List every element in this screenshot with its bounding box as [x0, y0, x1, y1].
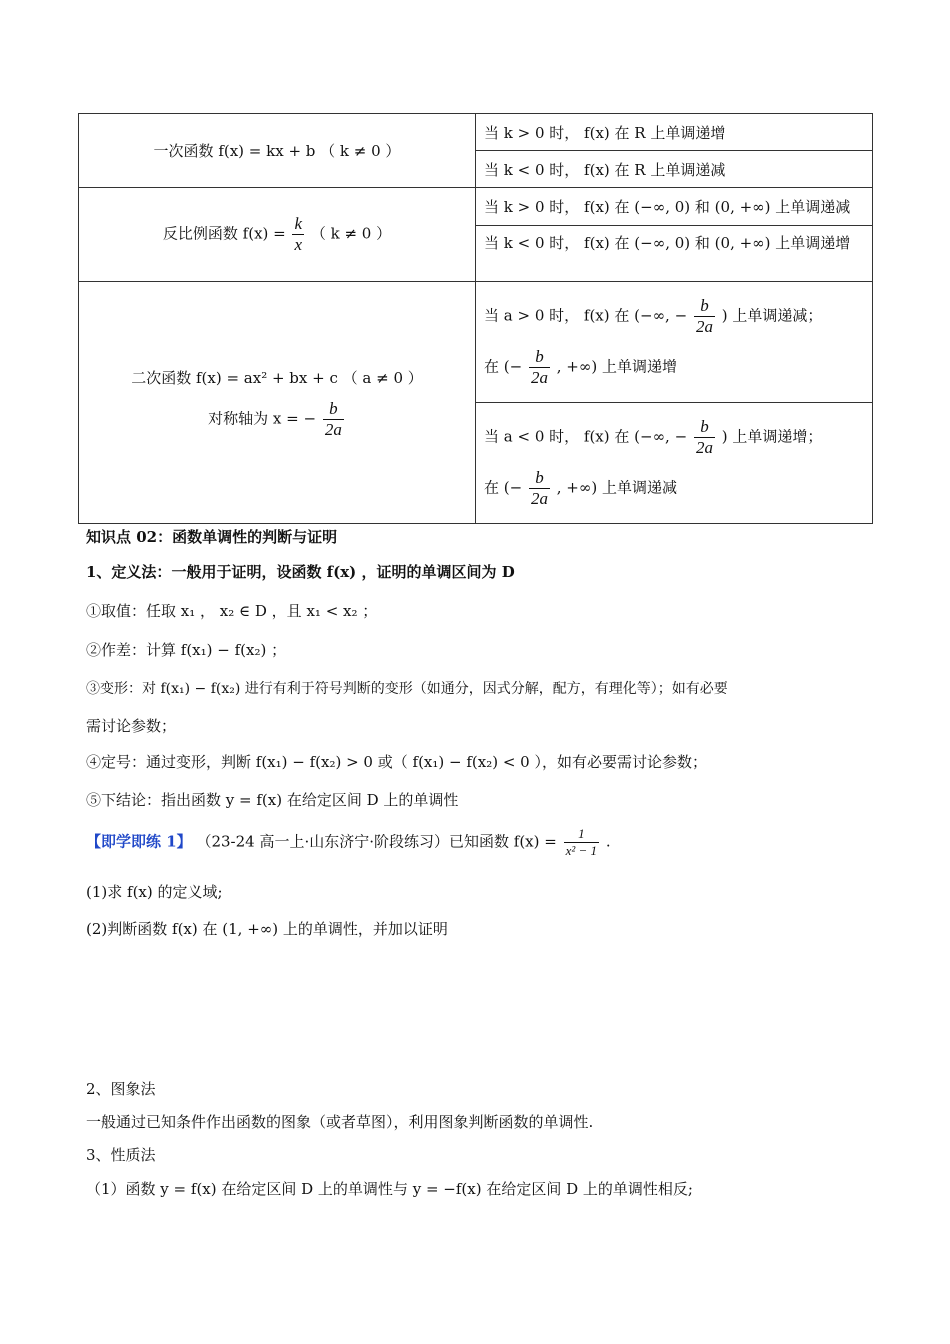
exercise-source: （23-24 高一上·山东济宁·阶段练习）已知函数 f(x) = — [196, 832, 562, 851]
a-pos-1-prefix: 当 a > 0 时， f(x) 在 (−∞, − — [484, 306, 688, 325]
axis-fraction — [323, 399, 344, 440]
frac-den: 2a — [530, 489, 548, 508]
quadratic-line: 二次函数 f(x) = ax² + bx + c （ a ≠ 0 ） — [131, 369, 423, 387]
quadratic-a-pos-line2 — [484, 347, 872, 388]
frac-den: 2a — [695, 438, 713, 457]
inverse-k-neg-text: 当 k < 0 时， f(x) 在 (−∞, 0) 和 (0, +∞) 上单调递增 — [484, 234, 851, 252]
a-neg-2-prefix: 在 (− — [484, 478, 523, 497]
a-neg-2-fraction — [529, 468, 550, 509]
exercise-frac-den: x² − 1 — [565, 843, 598, 858]
a-neg-1-suffix: ) 上单调递增； — [721, 427, 823, 446]
exercise-line — [86, 826, 611, 859]
linear-function-label: 一次函数 f(x) = kx + b （ k ≠ 0 ） — [153, 142, 401, 160]
linear-function-cell — [79, 114, 476, 188]
axis-frac-den: 2a — [324, 420, 342, 439]
frac-num: b — [694, 296, 715, 317]
a-pos-1-suffix: ) 上单调递减； — [721, 306, 823, 325]
inverse-frac-den: x — [294, 235, 303, 254]
a-pos-1-fraction — [694, 296, 715, 337]
monotonicity-table — [78, 113, 873, 524]
inverse-fraction — [292, 214, 304, 255]
inverse-frac-num: k — [294, 214, 303, 233]
linear-k-neg-text: 当 k < 0 时， f(x) 在 R 上单调递减 — [484, 160, 726, 179]
inverse-k-pos-cell — [476, 188, 873, 226]
axis-prefix: 对称轴为 x = − — [208, 409, 317, 428]
step-3-continued: 需讨论参数； — [86, 717, 177, 735]
a-pos-2-prefix: 在 (− — [484, 357, 523, 376]
property-1: （1）函数 y = f(x) 在给定区间 D 上的单调性与 y = −f(x) 在给定区间 D 上的单调性相反; — [86, 1180, 693, 1198]
a-pos-2-fraction — [529, 347, 550, 388]
question-1: (1)求 f(x) 的定义域; — [86, 883, 223, 901]
a-neg-1-fraction — [694, 417, 715, 458]
linear-k-neg-cell — [476, 151, 873, 188]
a-neg-1-prefix: 当 a < 0 时， f(x) 在 (−∞, − — [484, 427, 688, 446]
inverse-suffix: （ k ≠ 0 ） — [310, 224, 392, 243]
step-5: ⑤下结论：指出函数 y = f(x) 在给定区间 D 上的单调性 — [86, 791, 459, 809]
frac-den: 2a — [695, 317, 713, 336]
frac-num: b — [529, 347, 550, 368]
inverse-k-pos-text: 当 k > 0 时， f(x) 在 (−∞, 0) 和 (0, +∞) 上单调递减 — [484, 198, 851, 216]
inverse-k-neg-cell — [476, 226, 873, 282]
a-neg-2-suffix: , +∞) 上单调递减 — [556, 478, 677, 497]
frac-num: b — [529, 468, 550, 489]
step-2: ②作差：计算 f(x₁) − f(x₂) ； — [86, 641, 287, 659]
axis-of-symmetry — [79, 399, 475, 440]
a-pos-2-suffix: , +∞) 上单调递增 — [556, 357, 677, 376]
section-title: 知识点 02：函数单调性的判断与证明 — [86, 528, 338, 546]
quadratic-a-pos-line1 — [484, 296, 872, 337]
step-4: ④定号：通过变形，判断 f(x₁) − f(x₂) > 0 或（ f(x₁) − f(x₂) < 0 ），如有必要需讨论参数； — [86, 753, 707, 771]
exercise-fraction — [564, 826, 599, 859]
step-1: ①取值：任取 x₁ ， x₂ ∈ D ，且 x₁ < x₂ ； — [86, 602, 378, 620]
frac-num: b — [694, 417, 715, 438]
linear-k-pos-cell — [476, 114, 873, 151]
question-2: (2)判断函数 f(x) 在 (1, +∞) 上的单调性，并加以证明 — [86, 920, 448, 938]
frac-den: 2a — [530, 368, 548, 387]
quadratic-a-neg-cell — [476, 403, 873, 524]
graph-method-body: 一般通过已知条件作出函数的图象（或者草图），利用图象判断函数的单调性. — [86, 1113, 594, 1131]
quadratic-function-cell — [79, 282, 476, 524]
exercise-tag: 【即学即练 1】 — [86, 832, 192, 851]
quadratic-a-neg-line1 — [484, 417, 872, 458]
exercise-frac-num: 1 — [564, 826, 599, 843]
property-method-title: 3、性质法 — [86, 1146, 156, 1164]
quadratic-a-pos-cell — [476, 282, 873, 403]
inverse-function-cell — [79, 188, 476, 282]
axis-frac-num: b — [323, 399, 344, 420]
exercise-end: . — [605, 832, 611, 851]
inverse-prefix: 反比例函数 f(x) = — [162, 224, 291, 243]
graph-method-title: 2、图象法 — [86, 1080, 156, 1098]
quadratic-a-neg-line2 — [484, 468, 872, 509]
linear-k-pos-text: 当 k > 0 时， f(x) 在 R 上单调递增 — [484, 123, 726, 142]
step-3: ③变形：对 f(x₁) − f(x₂) 进行有利于符号判断的变形（如通分，因式分解，配方，有理化等）；如有必要 — [86, 681, 728, 697]
definition-method: 1、定义法：一般用于证明，设函数 f(x) ，证明的单调区间为 D — [86, 563, 515, 581]
